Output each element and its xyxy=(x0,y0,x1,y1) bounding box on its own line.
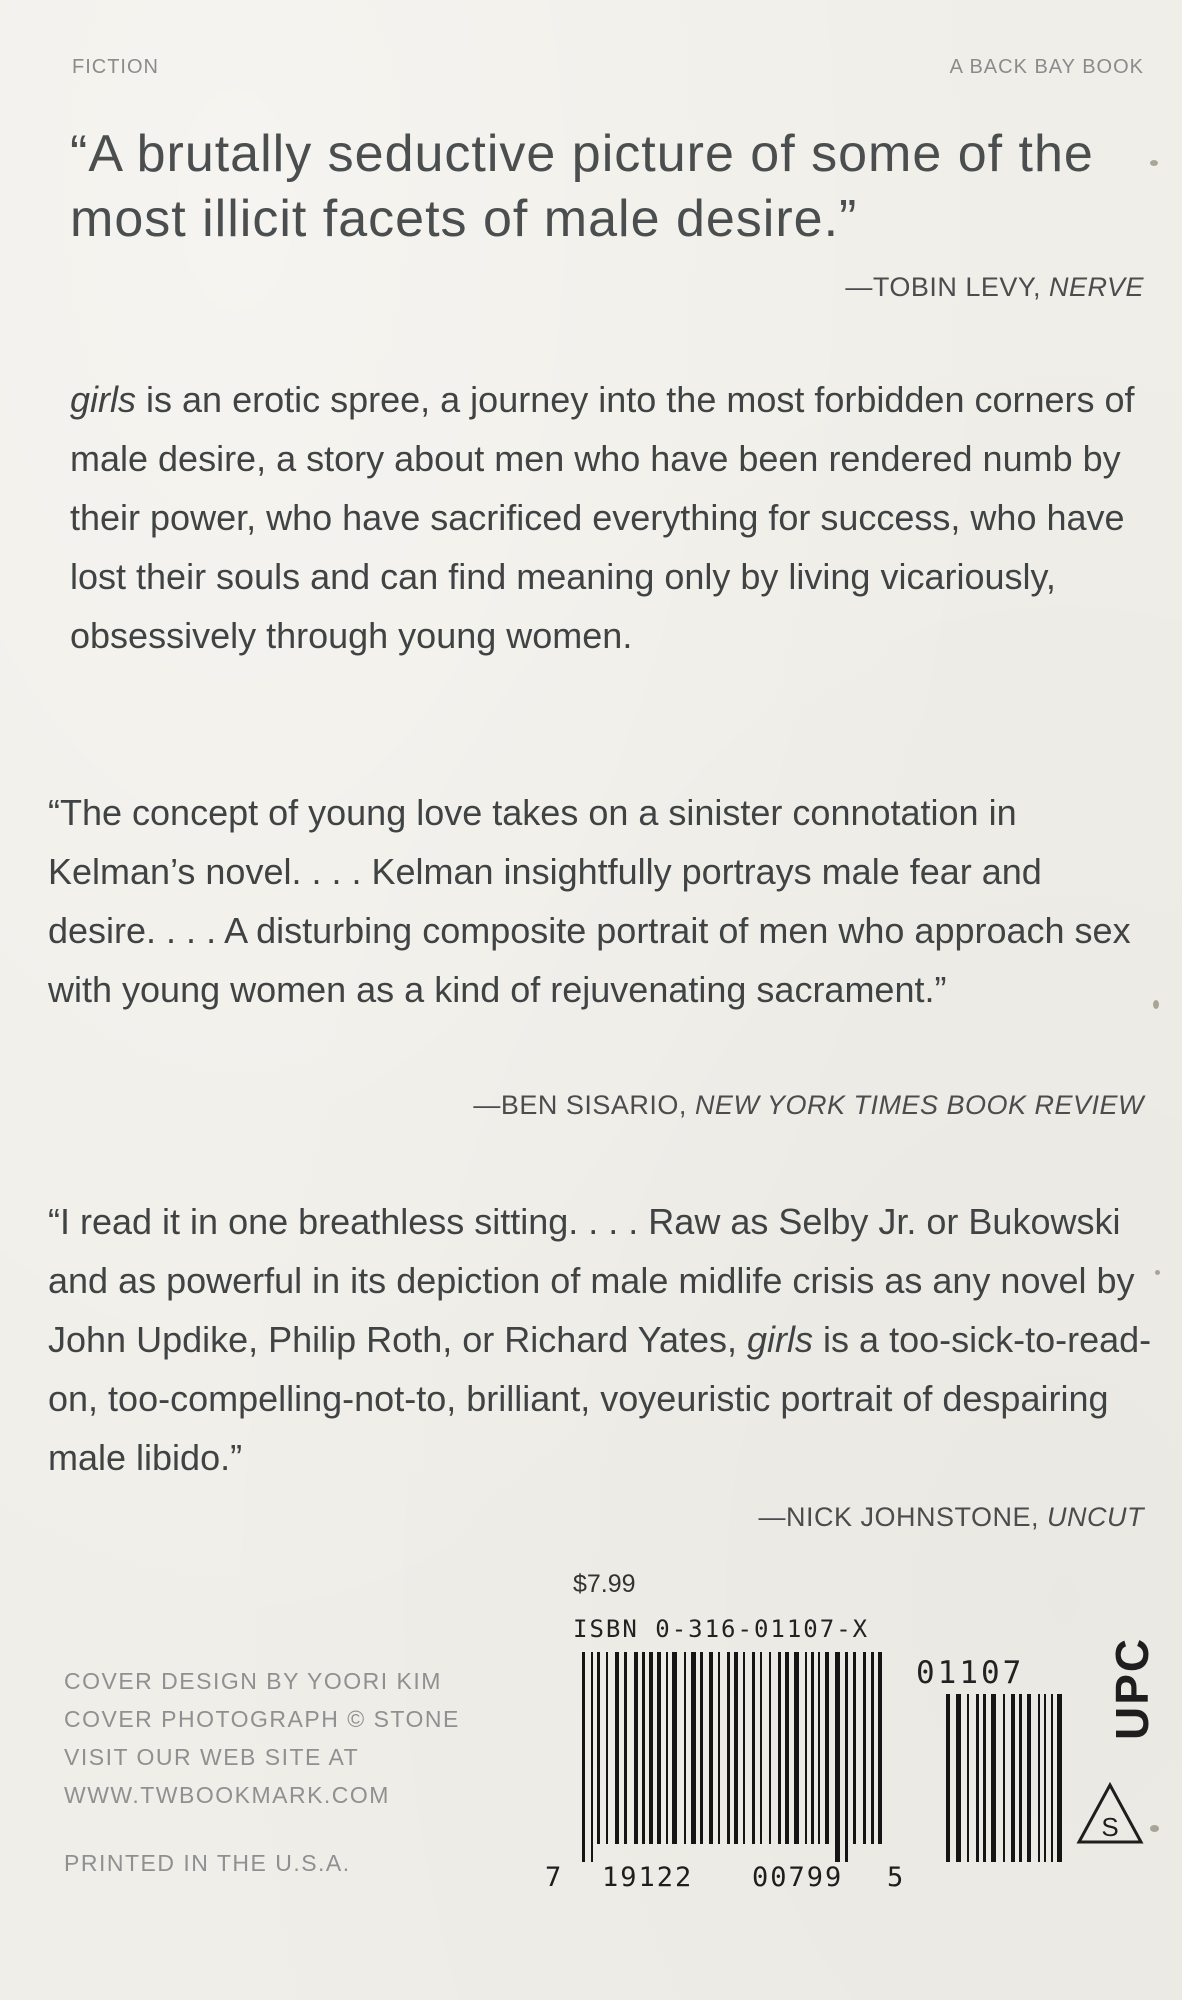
review-quote-3 xyxy=(48,1192,1158,1487)
attribution-name: —BEN SISARIO, xyxy=(473,1090,695,1120)
quote-text: “The concept of young love takes on a sinister connotation in Kelman’s novel. . . . Kelman insightfully portrays male fear and desire. . . . A disturbing composite portrait of men who approach sex with young women as a kind of rejuvenating sacrament.” xyxy=(48,792,1131,1010)
barcode-bar xyxy=(1003,1694,1005,1862)
barcode-bar xyxy=(878,1652,882,1844)
barcode-bar xyxy=(805,1652,807,1844)
upc-addon-digits: 01107 xyxy=(916,1655,1025,1691)
barcode-bar xyxy=(853,1652,856,1844)
price-label: $7.99 xyxy=(573,1570,636,1598)
barcode-bar xyxy=(615,1652,619,1844)
attribution-source: UNCUT xyxy=(1047,1502,1144,1532)
barcode-bar xyxy=(778,1652,781,1844)
barcode-bar xyxy=(946,1694,950,1862)
barcode-bar xyxy=(863,1652,866,1844)
credit-line: VISIT OUR WEB SITE AT xyxy=(64,1744,360,1770)
review-quote-3-attribution xyxy=(758,1502,1144,1533)
title-word: girls xyxy=(747,1319,814,1360)
review-quote-2 xyxy=(48,783,1158,1019)
paper-speck xyxy=(1150,160,1158,166)
addon-barcode-bars xyxy=(946,1694,1062,1862)
barcode-bar xyxy=(835,1652,840,1862)
barcode-bar xyxy=(794,1652,799,1844)
triangle-letter: S xyxy=(1101,1812,1119,1842)
barcode-bar xyxy=(1038,1694,1040,1862)
barcode-bar xyxy=(597,1652,600,1844)
cover-credits xyxy=(64,1662,534,1814)
barcode-digit-right: 5 xyxy=(887,1862,906,1893)
barcode-bar xyxy=(672,1652,677,1844)
barcode-bar xyxy=(1057,1694,1062,1862)
triangle-s-icon xyxy=(1075,1780,1145,1850)
barcode-digits-group2: 00799 xyxy=(752,1862,844,1893)
barcode-bar xyxy=(634,1652,638,1844)
barcode-bar xyxy=(769,1652,771,1844)
credit-line: COVER DESIGN BY YOORI KIM xyxy=(64,1668,442,1694)
barcode-block xyxy=(540,1560,1160,1900)
credit-line: COVER PHOTOGRAPH © STONE xyxy=(64,1706,460,1732)
genre-label: FICTION xyxy=(72,56,159,78)
attribution-source: NERVE xyxy=(1048,272,1144,302)
barcode-bar xyxy=(1011,1694,1015,1862)
main-barcode-bars xyxy=(582,1652,882,1862)
barcode-bar xyxy=(976,1694,979,1862)
barcode-bar xyxy=(811,1652,814,1844)
barcode-digit-left: 7 xyxy=(545,1862,564,1893)
barcode-bar xyxy=(642,1652,645,1844)
barcode-bar xyxy=(691,1652,696,1844)
paper-speck xyxy=(1155,1270,1160,1275)
isbn-label: ISBN 0-316-01107-X xyxy=(573,1615,870,1643)
title-word: girls xyxy=(70,379,137,420)
paper-speck xyxy=(1150,1825,1159,1832)
barcode-bar xyxy=(624,1652,627,1844)
quote-text-part1: “I read it in one breathless sitting. . . . Raw as Selby Jr. or Bukowski and as powerful in its depiction of male midlife crisis as any novel by John Updike, Philip Roth, or Richard Yates, xyxy=(48,1201,1135,1360)
imprint-label: A BACK BAY BOOK xyxy=(949,56,1144,78)
barcode-bar xyxy=(684,1652,686,1844)
barcode-bar xyxy=(709,1652,713,1844)
barcode-bar xyxy=(734,1652,738,1844)
barcode-bar xyxy=(871,1652,874,1844)
barcode-bar xyxy=(752,1652,755,1844)
barcode-bar xyxy=(1044,1694,1046,1862)
barcode-bar xyxy=(1051,1694,1053,1862)
barcode-bar xyxy=(649,1652,653,1844)
description-text: is an erotic spree, a journey into the most forbidden corners of male desire, a story about men who have been rendered numb by their power, who have sacrificed everything for success, who have lost their souls and can find meaning only by living vicariously, obsessively through young women. xyxy=(70,379,1135,656)
barcode-bar xyxy=(956,1694,961,1862)
attribution-source: NEW YORK TIMES BOOK REVIEW xyxy=(694,1090,1144,1120)
paper-speck xyxy=(1153,1000,1159,1009)
attribution-name: —NICK JOHNSTONE, xyxy=(758,1502,1047,1532)
barcode-bar xyxy=(666,1652,668,1844)
barcode-bar xyxy=(591,1652,593,1862)
printed-in-label: PRINTED IN THE U.S.A. xyxy=(64,1850,351,1876)
attribution-name: —TOBIN LEVY, xyxy=(845,272,1049,302)
barcode-bar xyxy=(606,1652,608,1844)
barcode-bar xyxy=(1027,1694,1031,1862)
barcode-bar xyxy=(582,1652,585,1862)
barcode-bar xyxy=(785,1652,789,1844)
barcode-bar xyxy=(1019,1694,1022,1862)
barcode-digits-group1: 19122 xyxy=(602,1862,694,1893)
barcode-bar xyxy=(760,1652,762,1844)
barcode-bar xyxy=(700,1652,703,1844)
barcode-bar xyxy=(743,1652,745,1844)
barcode-bar xyxy=(718,1652,720,1844)
lead-quote: “A brutally seductive picture of some of the most illicit facets of male desire.” xyxy=(70,125,1094,248)
barcode-bar xyxy=(818,1652,820,1844)
barcode-bar xyxy=(967,1694,969,1862)
barcode-bar xyxy=(727,1652,730,1844)
barcode-bar xyxy=(983,1694,986,1862)
upc-label: UPC xyxy=(1106,1636,1158,1740)
barcode-image xyxy=(570,1652,1110,1862)
barcode-bar xyxy=(825,1652,829,1844)
barcode-bar xyxy=(845,1652,848,1862)
barcode-bar xyxy=(657,1652,661,1844)
lead-quote-attribution xyxy=(845,272,1144,303)
quote-text-part2: is a too-sick-to-read-on, too-compelling-not-to, brilliant, voyeuristic portrait of despairing male libido.” xyxy=(48,1319,1152,1478)
review-quote-2-attribution xyxy=(473,1090,1144,1121)
description-paragraph xyxy=(70,370,1160,665)
barcode-bar xyxy=(991,1694,996,1862)
website-url: WWW.TWBOOKMARK.COM xyxy=(64,1782,390,1808)
